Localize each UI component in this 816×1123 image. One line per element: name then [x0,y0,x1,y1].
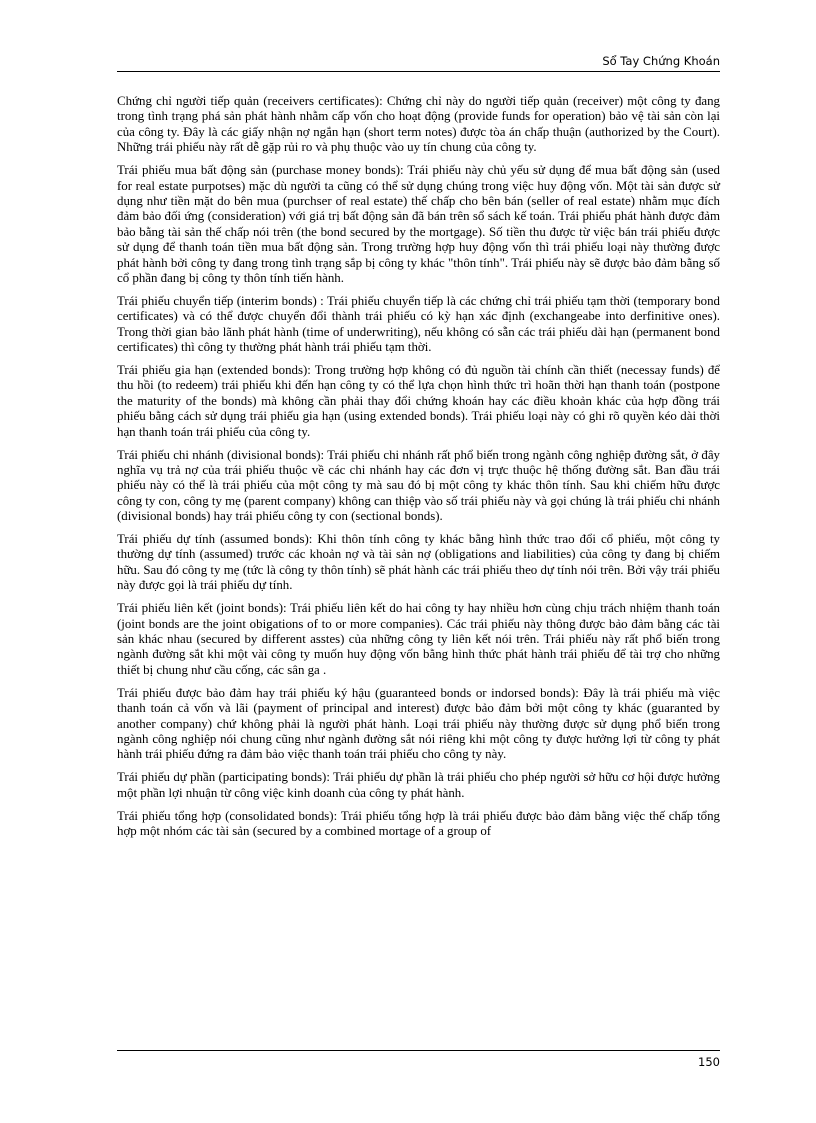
page-body [117,94,720,847]
paragraph-consolidated-bonds: Trái phiếu tổng hợp (consolidated bonds): Trái phiếu tổng hợp là trái phiếu được bảo đảm bằng việc thế chấp tổng hợp một nhóm các tài sản (secured by a combined mortage of a group of [117,808,720,838]
footer-rule [117,1050,720,1051]
running-header: Sổ Tay Chứng Khoán [602,54,720,68]
paragraph-participating-bonds: Trái phiếu dự phần (participating bonds): Trái phiếu dự phần là trái phiếu cho phép người sở hữu cơ hội được hưởng một phần lợi nhuận từ công việc kinh doanh của công ty phát hành. [117,770,720,800]
paragraph-purchase-money-bonds: Trái phiếu mua bất động sản (purchase money bonds): Trái phiếu này chủ yếu sử dụng để mua bất động sản (used for real estate purpotses) mặc dù người ta cũng có thể sử dụng chúng trong việc huy động vốn. Một tài sản được sử dụng như tiền mặt do bên mua (purchser of real estate) thế chấp cho bên bán (seller of real estate) nhằm mục đích đảm bảo đối ứng (consideration) với giá trị bất động sản đã bán trên sổ sách kế toán. Trái phiếu phát hành được đảm bảo bằng tài sản thế chấp nói trên (the bond secured by the mortgage). Số tiền thu được từ việc bán trái phiếu được sử dụng để thanh toán tiền mua bất động sản. Trong trường hợp huy động vốn thì trái phiếu loại này thường được phát hành bởi công ty đang trong tình trạng sắp bị công ty khác "thôn tính". Trái phiếu này sẽ được bảo đảm bằng số cổ phần đang bị công ty thôn tính tiến hành. [117,163,720,285]
paragraph-receivers-certificates: Chứng chỉ người tiếp quản (receivers certificates): Chứng chỉ này do người tiếp quản (receiver) một công ty đang trong tình trạng phá sản phát hành nhằm cấp vốn cho hoạt động (provide funds for operation) bảo vệ tài sản còn lại của công ty. Đây là các giấy nhận nợ ngắn hạn (short term notes) được tòa án chấp thuận (authorized by the Court). Những trái phiếu này rất dễ gặp rủi ro và phụ thuộc vào uy tín chung của công ty. [117,94,720,155]
paragraph-guaranteed-bonds: Trái phiếu được bảo đảm hay trái phiếu ký hậu (guaranteed bonds or indorsed bonds): Đây là trái phiếu mà việc thanh toán cả vốn và lãi (payment of principal and interest) được bảo đảm bởi một công ty khác (guaranted by another company) chứ không phải là người phát hành. Loại trái phiếu này thường được sử dụng phổ biến trong ngành công nghiệp nói chung cũng như ngành đường sắt nói riêng khi một công ty được hưởng lợi từ công ty phát hành trái phiếu đứng ra đảm bảo việc thanh toán trái phiếu cho công ty này. [117,685,720,762]
header-rule [117,71,720,72]
paragraph-divisional-bonds: Trái phiếu chi nhánh (divisional bonds): Trái phiếu chi nhánh rất phổ biến trong ngành công nghiệp đường sắt, ở đây nghĩa vụ trả nợ của trái phiếu thuộc về các chi nhánh hay các đơn vị trực thuộc hệ thống đường sắt. Ban đầu trái phiếu này có thể là trái phiếu của một công ty mà sau đó bị một công ty khác thôn tính. Sau khi chiếm hữu được công ty con, công ty mẹ (parent company) không can thiệp vào số trái phiếu này và gọi chúng là trái phiếu chi nhánh (divisional bonds) hay trái phiếu công ty con (sectional bonds). [117,447,720,524]
page-number: 150 [698,1055,720,1069]
paragraph-interim-bonds: Trái phiếu chuyển tiếp (interim bonds) : Trái phiếu chuyển tiếp là các chứng chỉ trái phiếu tạm thời (temporary bond certificates) và có thể được chuyển đổi thành trái phiếu có kỳ hạn xác định (exchangeabe into derfinitive ones). Trong thời gian bảo lãnh phát hành (time of underwriting), nếu không có sẵn các trái phiếu dài hạn (permanent bond certificates) thì công ty thường phát hành trái phiếu tạm thời. [117,293,720,355]
paragraph-joint-bonds: Trái phiếu liên kết (joint bonds): Trái phiếu liên kết do hai công ty hay nhiều hơn cùng chịu trách nhiệm thanh toán (joint bonds are the joint obigations of to or more companies). Các trái phiếu này thông được bảo đảm bằng các tài sản khác nhau (secured by different asstes) của những công ty liên kết nói trên. Trái phiếu này rất phổ biến trong ngành đường sắt khi một vài công ty muốn huy động vốn bằng hình thức phát hành trái phiếu để tài trợ cho những thiết bị chung như cầu cống, các sân ga . [117,601,720,677]
paragraph-assumed-bonds: Trái phiếu dự tính (assumed bonds): Khi thôn tính công ty khác bằng hình thức trao đổi cổ phiếu, một công ty thường dự tính (assumed) trước các khoản nợ và tài sản nợ (obligations and liabilities) của công ty đang bị chiếm hữu. Sau đó công ty mẹ (tức là công ty thôn tính) sẽ phát hành các trái phiếu theo dự tính nói trên. Bởi vậy trái phiếu này được gọi là trái phiếu dự tính. [117,532,720,593]
paragraph-extended-bonds: Trái phiếu gia hạn (extended bonds): Trong trường hợp không có đủ nguồn tài chính cần thiết (necessay funds) để thu hồi (to redeem) trái phiếu khi đến hạn công ty có thể lựa chọn hình thức trì hoãn thời hạn thanh toán (postpone the maturity of the bonds) mà không cần phải thay đổi chứng khoán hay các điều khoản khác của hợp đồng trái phiếu bằng cách sử dụng trái phiếu gia hạn (using extended bonds). Trái phiếu loại này có ghi rõ quyền kéo dài thời hạn thanh toán trái phiếu của công ty. [117,363,720,439]
